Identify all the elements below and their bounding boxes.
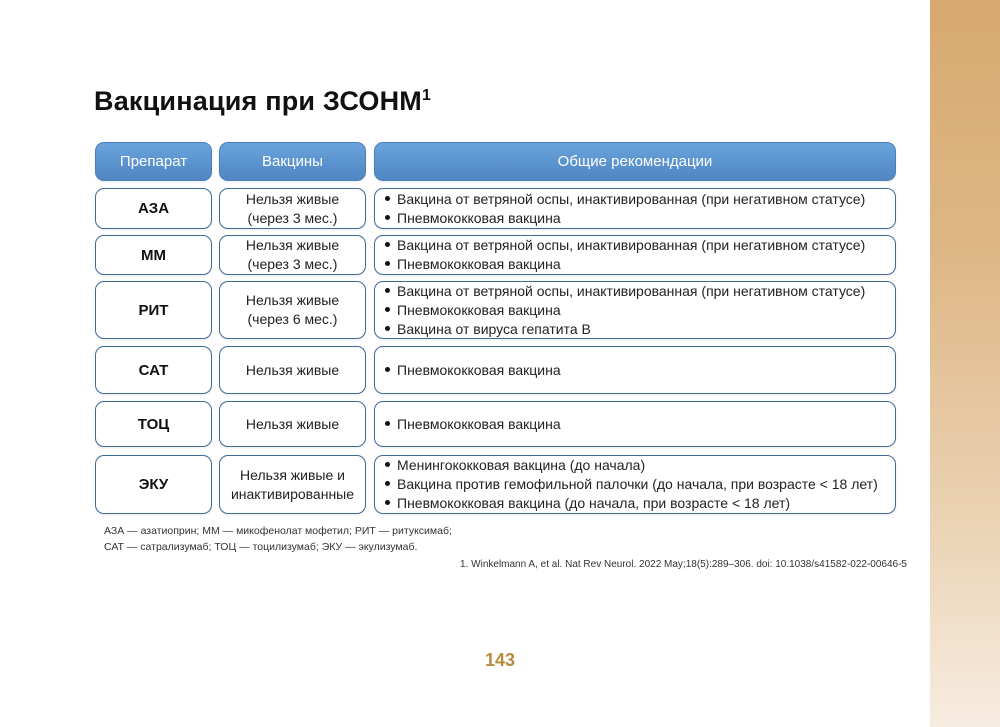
header-recommendations (374, 142, 896, 181)
recommendation-item: Пневмококковая вакцина (383, 415, 561, 434)
vaccines-line2: (через 3 мес.) (247, 256, 338, 272)
row-sat-recommendations (374, 346, 896, 394)
header-vaccines (219, 142, 366, 181)
vaccines-line2: (через 3 мес.) (247, 209, 338, 226)
abbreviations-footnote (104, 523, 452, 555)
drug-name: АЗА (137, 200, 170, 217)
title-text: Вакцинация при ЗСОНМ (94, 86, 422, 116)
row-sat-drug (95, 346, 212, 394)
vaccines-line1: Нельзя живые (245, 190, 340, 207)
recommendation-item: Пневмококковая вакцина (до начала, при возрасте < 18 лет) (383, 494, 878, 513)
row-toc-drug (95, 401, 212, 447)
vaccines-line1: Нельзя живые (245, 415, 340, 432)
row-eku-drug (95, 455, 212, 514)
recommendation-item: Вакцина от ветряной оспы, инактивированная (при негативном статусе) (383, 236, 865, 255)
header-recommendations-label: Общие рекомендации (557, 153, 713, 170)
row-rit-vaccines (219, 281, 366, 339)
drug-name: САТ (138, 361, 169, 379)
row-mm-recommendations (374, 235, 896, 275)
recommendation-item: Вакцина от ветряной оспы, инактивированная (при негативном статусе) (383, 282, 865, 301)
vaccines-line2: инактивированные (230, 485, 355, 502)
header-drug (95, 142, 212, 181)
row-sat-vaccines (219, 346, 366, 394)
title-superscript: 1 (421, 87, 432, 104)
row-toc-vaccines (219, 401, 366, 447)
row-eku-recommendations (374, 455, 896, 514)
recommendation-item: Пневмококковая вакцина (383, 255, 865, 274)
row-rit-drug (95, 281, 212, 339)
recommendation-item: Пневмококковая вакцина (383, 301, 865, 320)
recommendation-item: Вакцина от ветряной оспы, инактивированная (при негативном статусе) (383, 190, 865, 209)
drug-name: ТОЦ (137, 415, 170, 433)
drug-name: ЭКУ (138, 476, 169, 493)
row-aza-drug (95, 188, 212, 229)
header-drug-label: Препарат (119, 153, 188, 170)
row-mm-drug (95, 235, 212, 275)
drug-name: РИТ (138, 301, 169, 319)
row-aza-vaccines (219, 188, 366, 229)
recommendation-item: Менингококковая вакцина (до начала) (383, 456, 878, 475)
vaccines-line1: Нельзя живые (245, 361, 340, 378)
slide-title (94, 86, 431, 117)
recommendation-item: Вакцина от вируса гепатита В (383, 320, 865, 339)
recommendation-item: Вакцина против гемофильной палочки (до начала, при возрасте < 18 лет) (383, 475, 878, 494)
footnote-line2: САТ — сатрализумаб; ТОЦ — тоцилизумаб; ЭКУ — экулизумаб. (104, 541, 418, 553)
drug-name: ММ (141, 246, 166, 264)
vaccines-line1: Нельзя живые (245, 292, 340, 308)
header-vaccines-label: Вакцины (262, 153, 323, 170)
reference-citation: 1. Winkelmann A, et al. Nat Rev Neurol. 2022 May;18(5):289–306. doi: 10.1038/s41582-022-00646-5 (460, 559, 907, 570)
page-number: 143 (484, 650, 516, 670)
footnote-line1: АЗА — азатиоприн; ММ — микофенолат мофетил; РИТ — ритуксимаб; (104, 525, 452, 537)
row-rit-recommendations (374, 281, 896, 339)
recommendation-item: Пневмококковая вакцина (383, 361, 561, 380)
row-toc-recommendations (374, 401, 896, 447)
row-aza-recommendations (374, 188, 896, 229)
row-eku-vaccines (219, 455, 366, 514)
vaccines-line2: (через 6 мес.) (247, 311, 338, 327)
decorative-side-band (930, 0, 1000, 727)
vaccines-line1: Нельзя живые и (240, 466, 345, 483)
vaccines-line1: Нельзя живые (245, 237, 340, 253)
recommendation-item: Пневмококковая вакцина (383, 209, 865, 228)
row-mm-vaccines (219, 235, 366, 275)
